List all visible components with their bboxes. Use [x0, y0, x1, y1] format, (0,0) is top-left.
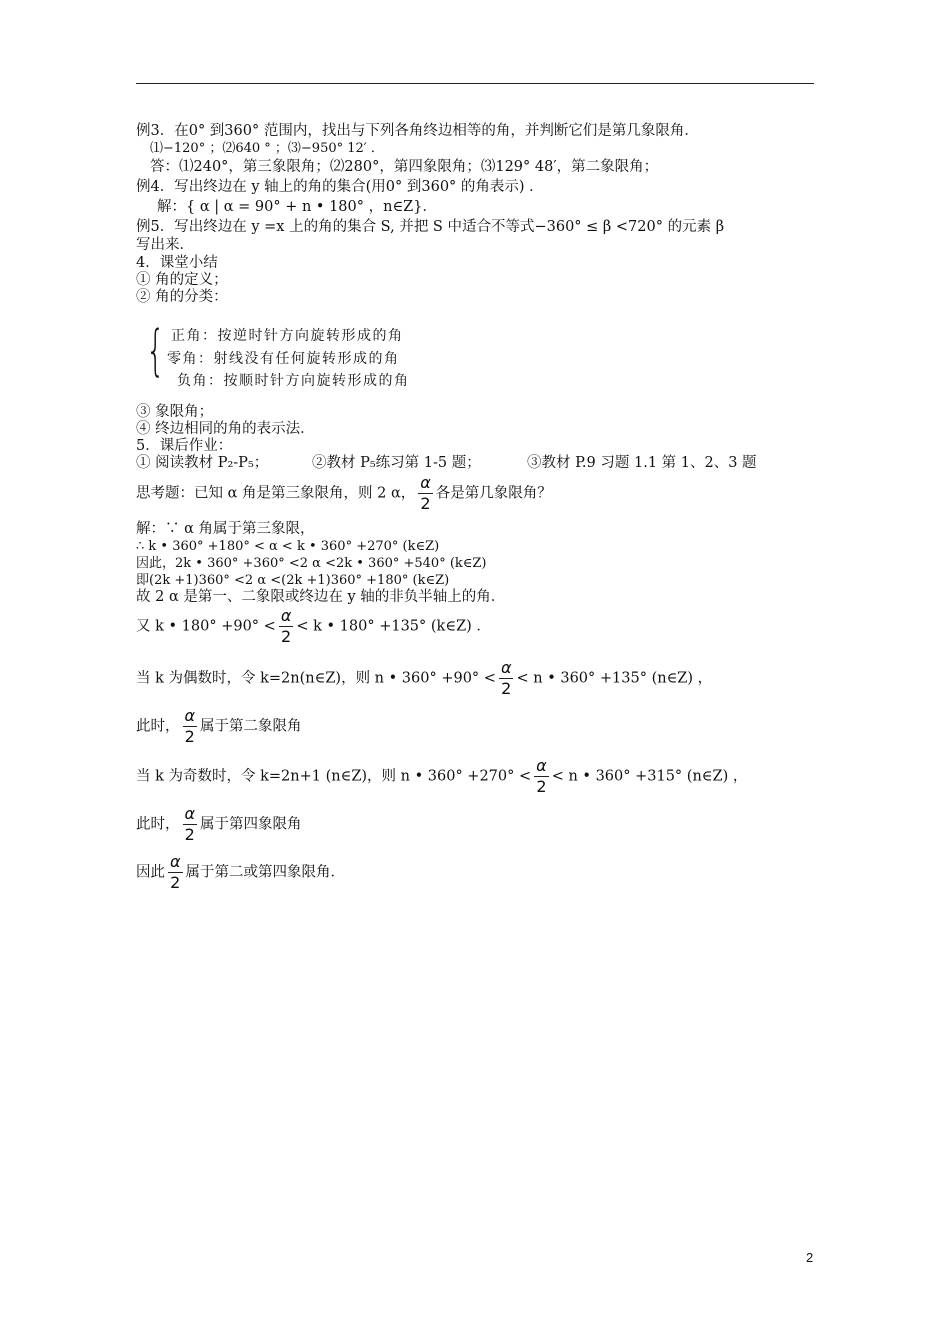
summary-item-2: ② 角的分类： [136, 289, 228, 305]
solution-line-5: 又 k • 180° +90° < $\frac{\alpha}{2}$ < k • 180° +135° (k∈Z) ． [136, 606, 491, 646]
think-question: 思考题：已知 α 角是第三象限角，则 2 α， $\frac{\alpha}{2}$ 各是第几象限角？ [136, 473, 552, 513]
final-conclusion: 因此 $\frac{\alpha}{2}$ 属于第二或第四象限角． [136, 852, 346, 892]
class-positive-angle: 正角：按逆时针方向旋转形成的角 [171, 328, 404, 344]
fraction-alpha-over-2: $\frac{\alpha}{2}$ [170, 852, 181, 892]
odd-case: 当 k 为奇数时，令 k=2n+1 (n∈Z)，则 n • 360° +270° < $\frac{\alpha}{2}$ < n • 360° +315° (n∈Z) ， [136, 756, 748, 796]
fraction-alpha-over-2: $\frac{\alpha}{2}$ [420, 473, 431, 513]
solution-line-4: 故 2 α 是第一、二象限或终边在 y 轴的非负半轴上的角． [136, 589, 506, 605]
homework-item-2: ②教材 P₅练习第 1-5 题； [312, 455, 481, 471]
example-3-items: ⑴−120° ；⑵640 ° ；⑶−950° 12′ ． [150, 141, 384, 156]
fraction-alpha-over-2: $\frac{\alpha}{2}$ [500, 658, 512, 698]
summary-item-3: ③ 象限角； [136, 404, 214, 420]
solution-line-1: ∴ k • 360° +180° < α < k • 360° +270° (k∈Z) [136, 539, 440, 554]
page-number: 2 [806, 1250, 814, 1265]
even-case: 当 k 为偶数时，令 k=2n(n∈Z)，则 n • 360° +90° < $\frac{\alpha}{2}$ < n • 360° +135° (n∈Z) ， [136, 658, 713, 698]
homework-item-1: ① 阅读教材 P₂-P₅； [136, 455, 269, 471]
homework-title: 5．课后作业： [136, 438, 233, 454]
example-4-question: 例4．写出终边在 y 轴上的角的集合(用0° 到360° 的角表示) ． [136, 179, 544, 195]
solution-line-3: 即(2k +1)360° <2 α <(2k +1)360° +180° (k∈Z) [136, 573, 450, 588]
even-conclusion: 此时， $\frac{\alpha}{2}$ 属于第二象限角 [136, 706, 302, 746]
example-3-answer: 答：⑴240°，第三象限角；⑵280°，第四象限角；⑶129° 48′，第二象限角； [150, 159, 659, 175]
solution-line-2: 因此，2k • 360° +360° <2 α <2k • 360° +540° (k∈Z) [136, 556, 487, 571]
summary-item-4: ④ 终边相同的角的表示法． [136, 421, 315, 437]
homework-item-3: ③教材 P.9 习题 1.1 第 1、2、3 题 [527, 455, 757, 471]
summary-item-1: ① 角的定义； [136, 272, 228, 288]
summary-title: 4．课堂小结 [136, 255, 218, 271]
fraction-alpha-over-2: $\frac{\alpha}{2}$ [184, 706, 196, 746]
fraction-alpha-over-2: $\frac{\alpha}{2}$ [280, 606, 292, 646]
odd-conclusion: 此时， $\frac{\alpha}{2}$ 属于第四象限角 [136, 804, 302, 844]
fraction-alpha-over-2: $\frac{\alpha}{2}$ [184, 804, 196, 844]
example-5-question: 例5．写出终边在 y =x 上的角的集合 S, 并把 S 中适合不等式−360° ≤ β <720° 的元素 β [136, 219, 725, 235]
example-5-question-cont: 写出来． [136, 237, 194, 253]
class-negative-angle: 负角：按顺时针方向旋转形成的角 [177, 373, 410, 389]
header-rule [136, 83, 814, 84]
class-zero-angle: 零角：射线没有任何旋转形成的角 [167, 351, 400, 367]
solution-head: 解：∵ α 角属于第三象限， [136, 521, 315, 537]
example-3-question: 例3．在0° 到360° 范围内，找出与下列各角终边相等的角，并判断它们是第几象限角． [136, 123, 699, 139]
fraction-alpha-over-2: $\frac{\alpha}{2}$ [536, 756, 547, 796]
example-4-solution: 解：{ α | α = 90° + n • 180° ，n∈Z}． [157, 199, 437, 215]
brace-symbol: { [146, 319, 165, 382]
